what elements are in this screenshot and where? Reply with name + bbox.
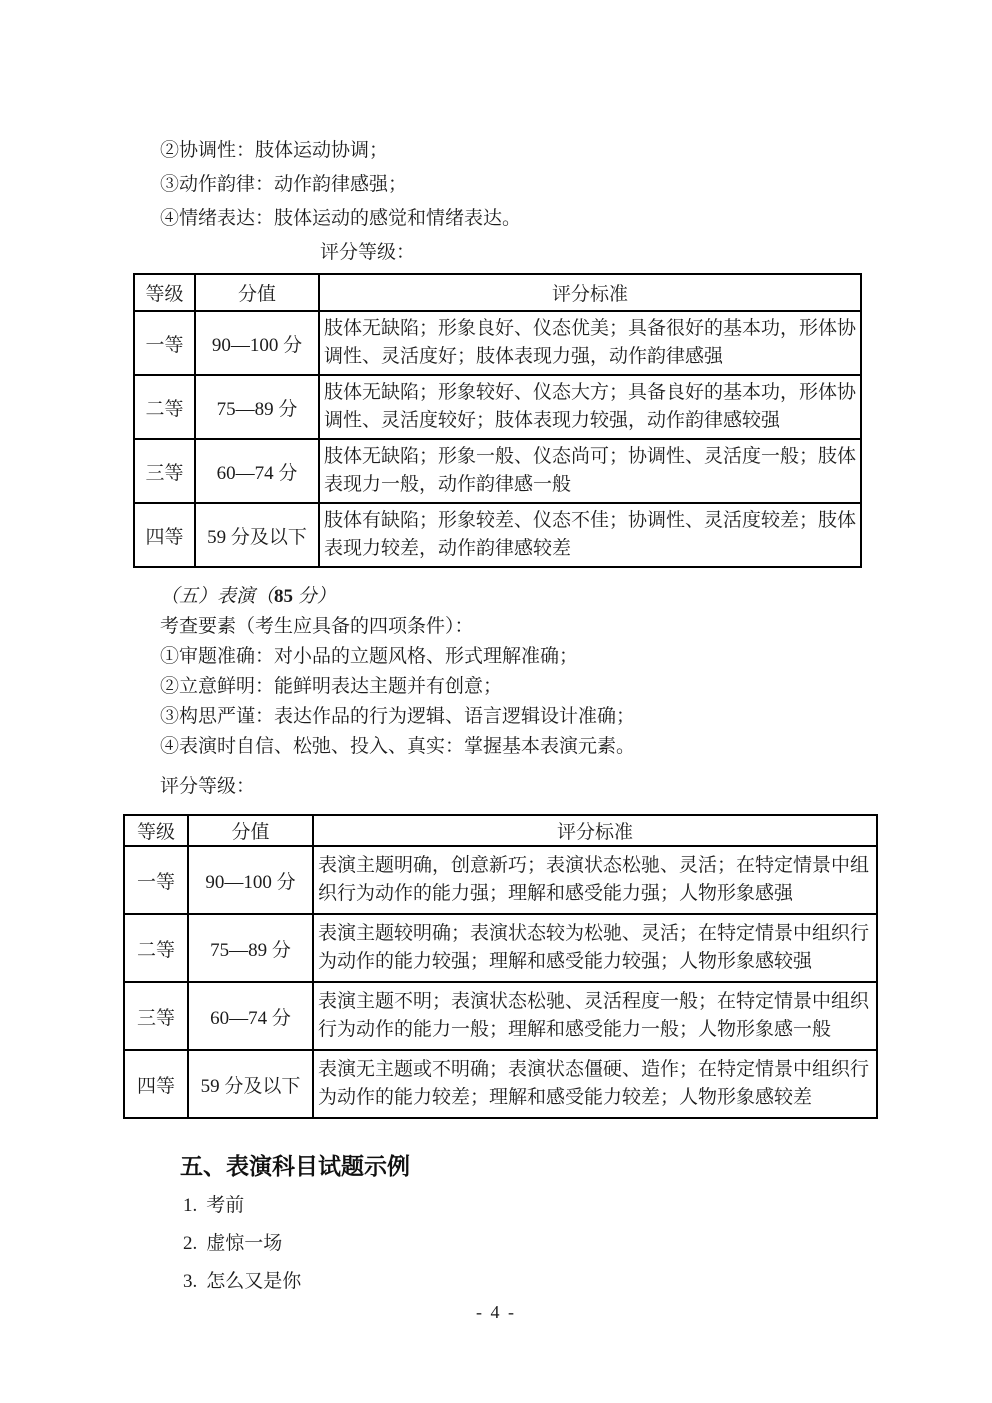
sample-questions-heading: 五、表演科目试题示例 xyxy=(180,1153,410,1179)
grade-cell: 二等 xyxy=(134,375,195,439)
grade-cell: 四等 xyxy=(124,1050,188,1118)
criteria-item-4: ④情绪表达：肢体运动的感觉和情绪表达。 xyxy=(160,208,522,229)
grade-cell: 三等 xyxy=(134,439,195,503)
exam-element-4: ④表演时自信、松弛、投入、真实：掌握基本表演元素。 xyxy=(160,736,636,757)
exam-elements-intro: 考查要素（考生应具备的四项条件）： xyxy=(160,616,474,637)
score-cell: 59 分及以下 xyxy=(188,1050,313,1118)
score-cell: 59 分及以下 xyxy=(195,503,319,567)
page-number: - 4 - xyxy=(476,1302,516,1322)
criteria-cell: 表演无主题或不明确；表演状态僵硬、造作；在特定情景中组织行为动作的能力较差；理解和感受能力较差；人物形象感较差 xyxy=(313,1050,877,1118)
score-cell: 60—74 分 xyxy=(195,439,319,503)
grade-cell: 二等 xyxy=(124,914,188,982)
sample-question-number: 2. xyxy=(183,1233,198,1254)
sample-question-text: 虚惊一场 xyxy=(206,1233,283,1254)
header-score: 分值 xyxy=(195,274,319,311)
criteria-cell: 肢体无缺陷；形象较好、仪态大方；具备良好的基本功，形体协调性、灵活度较好；肢体表现力较强，动作韵律感较强 xyxy=(319,375,861,439)
table-row xyxy=(134,311,861,375)
rating-grade-label-1: 评分等级： xyxy=(320,242,416,263)
header-score: 分值 xyxy=(188,815,313,846)
header-criteria: 评分标准 xyxy=(313,815,877,846)
score-cell: 90—100 分 xyxy=(188,846,313,914)
criteria-cell: 肢体无缺陷；形象良好、仪态优美；具备很好的基本功，形体协调性、灵活度好；肢体表现力强，动作韵律感强 xyxy=(319,311,861,375)
table-row xyxy=(134,503,861,567)
header-grade: 等级 xyxy=(124,815,188,846)
sample-question-text: 怎么又是你 xyxy=(206,1271,302,1292)
sample-question-list xyxy=(183,1187,992,1301)
sample-question-number: 3. xyxy=(183,1271,198,1292)
section-heading-suffix: 分） xyxy=(293,586,336,607)
section-heading-score: 85 xyxy=(274,586,294,607)
score-cell: 75—89 分 xyxy=(188,914,313,982)
header-criteria: 评分标准 xyxy=(319,274,861,311)
table-row xyxy=(124,982,877,1050)
table-header-row xyxy=(124,815,877,846)
grade-cell: 四等 xyxy=(134,503,195,567)
criteria-item-2: ②协调性：肢体运动协调； xyxy=(160,140,389,161)
exam-element-2: ②立意鲜明：能鲜明表达主题并有创意； xyxy=(160,676,503,697)
section-five-performance xyxy=(160,582,932,762)
score-cell: 90—100 分 xyxy=(195,311,319,375)
section-heading-prefix: （五）表演（ xyxy=(160,586,275,607)
sample-question-text: 考前 xyxy=(206,1195,245,1216)
criteria-cell: 表演主题不明；表演状态松驰、灵活程度一般；在特定情景中组织行为动作的能力一般；理解和感受能力一般；人物形象感一般 xyxy=(313,982,877,1050)
scoring-table-performance xyxy=(123,814,878,1119)
table-header-row xyxy=(134,274,861,311)
scoring-table-body-movement xyxy=(133,273,862,568)
criteria-item-3: ③动作韵律：动作韵律感强； xyxy=(160,174,408,195)
criteria-cell: 肢体有缺陷；形象较差、仪态不佳；协调性、灵活度较差；肢体表现力较差，动作韵律感较差 xyxy=(319,503,861,567)
score-cell: 60—74 分 xyxy=(188,982,313,1050)
rating-grade-label-2: 评分等级： xyxy=(160,776,256,797)
section-heading xyxy=(160,582,932,612)
exam-element-3: ③构思严谨：表达作品的行为逻辑、语言逻辑设计准确； xyxy=(160,706,636,727)
sample-question-2 xyxy=(183,1225,992,1263)
table-row xyxy=(124,1050,877,1118)
grade-cell: 三等 xyxy=(124,982,188,1050)
sample-question-1 xyxy=(183,1187,992,1225)
sample-question-number: 1. xyxy=(183,1195,198,1216)
header-grade: 等级 xyxy=(134,274,195,311)
table-row xyxy=(124,846,877,914)
exam-element-1: ①审题准确：对小品的立题风格、形式理解准确； xyxy=(160,646,579,667)
criteria-cell: 表演主题较明确；表演状态较为松驰、灵活；在特定情景中组织行为动作的能力较强；理解和感受能力较强；人物形象感较强 xyxy=(313,914,877,982)
grade-cell: 一等 xyxy=(134,311,195,375)
table-row xyxy=(124,914,877,982)
criteria-cell: 肢体无缺陷；形象一般、仪态尚可；协调性、灵活度一般；肢体表现力一般，动作韵律感一般 xyxy=(319,439,861,503)
criteria-cell: 表演主题明确，创意新巧；表演状态松驰、灵活；在特定情景中组织行为动作的能力强；理解和感受能力强；人物形象感强 xyxy=(313,846,877,914)
table-row xyxy=(134,439,861,503)
score-cell: 75—89 分 xyxy=(195,375,319,439)
sample-question-3 xyxy=(183,1263,992,1301)
grade-cell: 一等 xyxy=(124,846,188,914)
table-row xyxy=(134,375,861,439)
criteria-intro-list xyxy=(160,134,932,270)
